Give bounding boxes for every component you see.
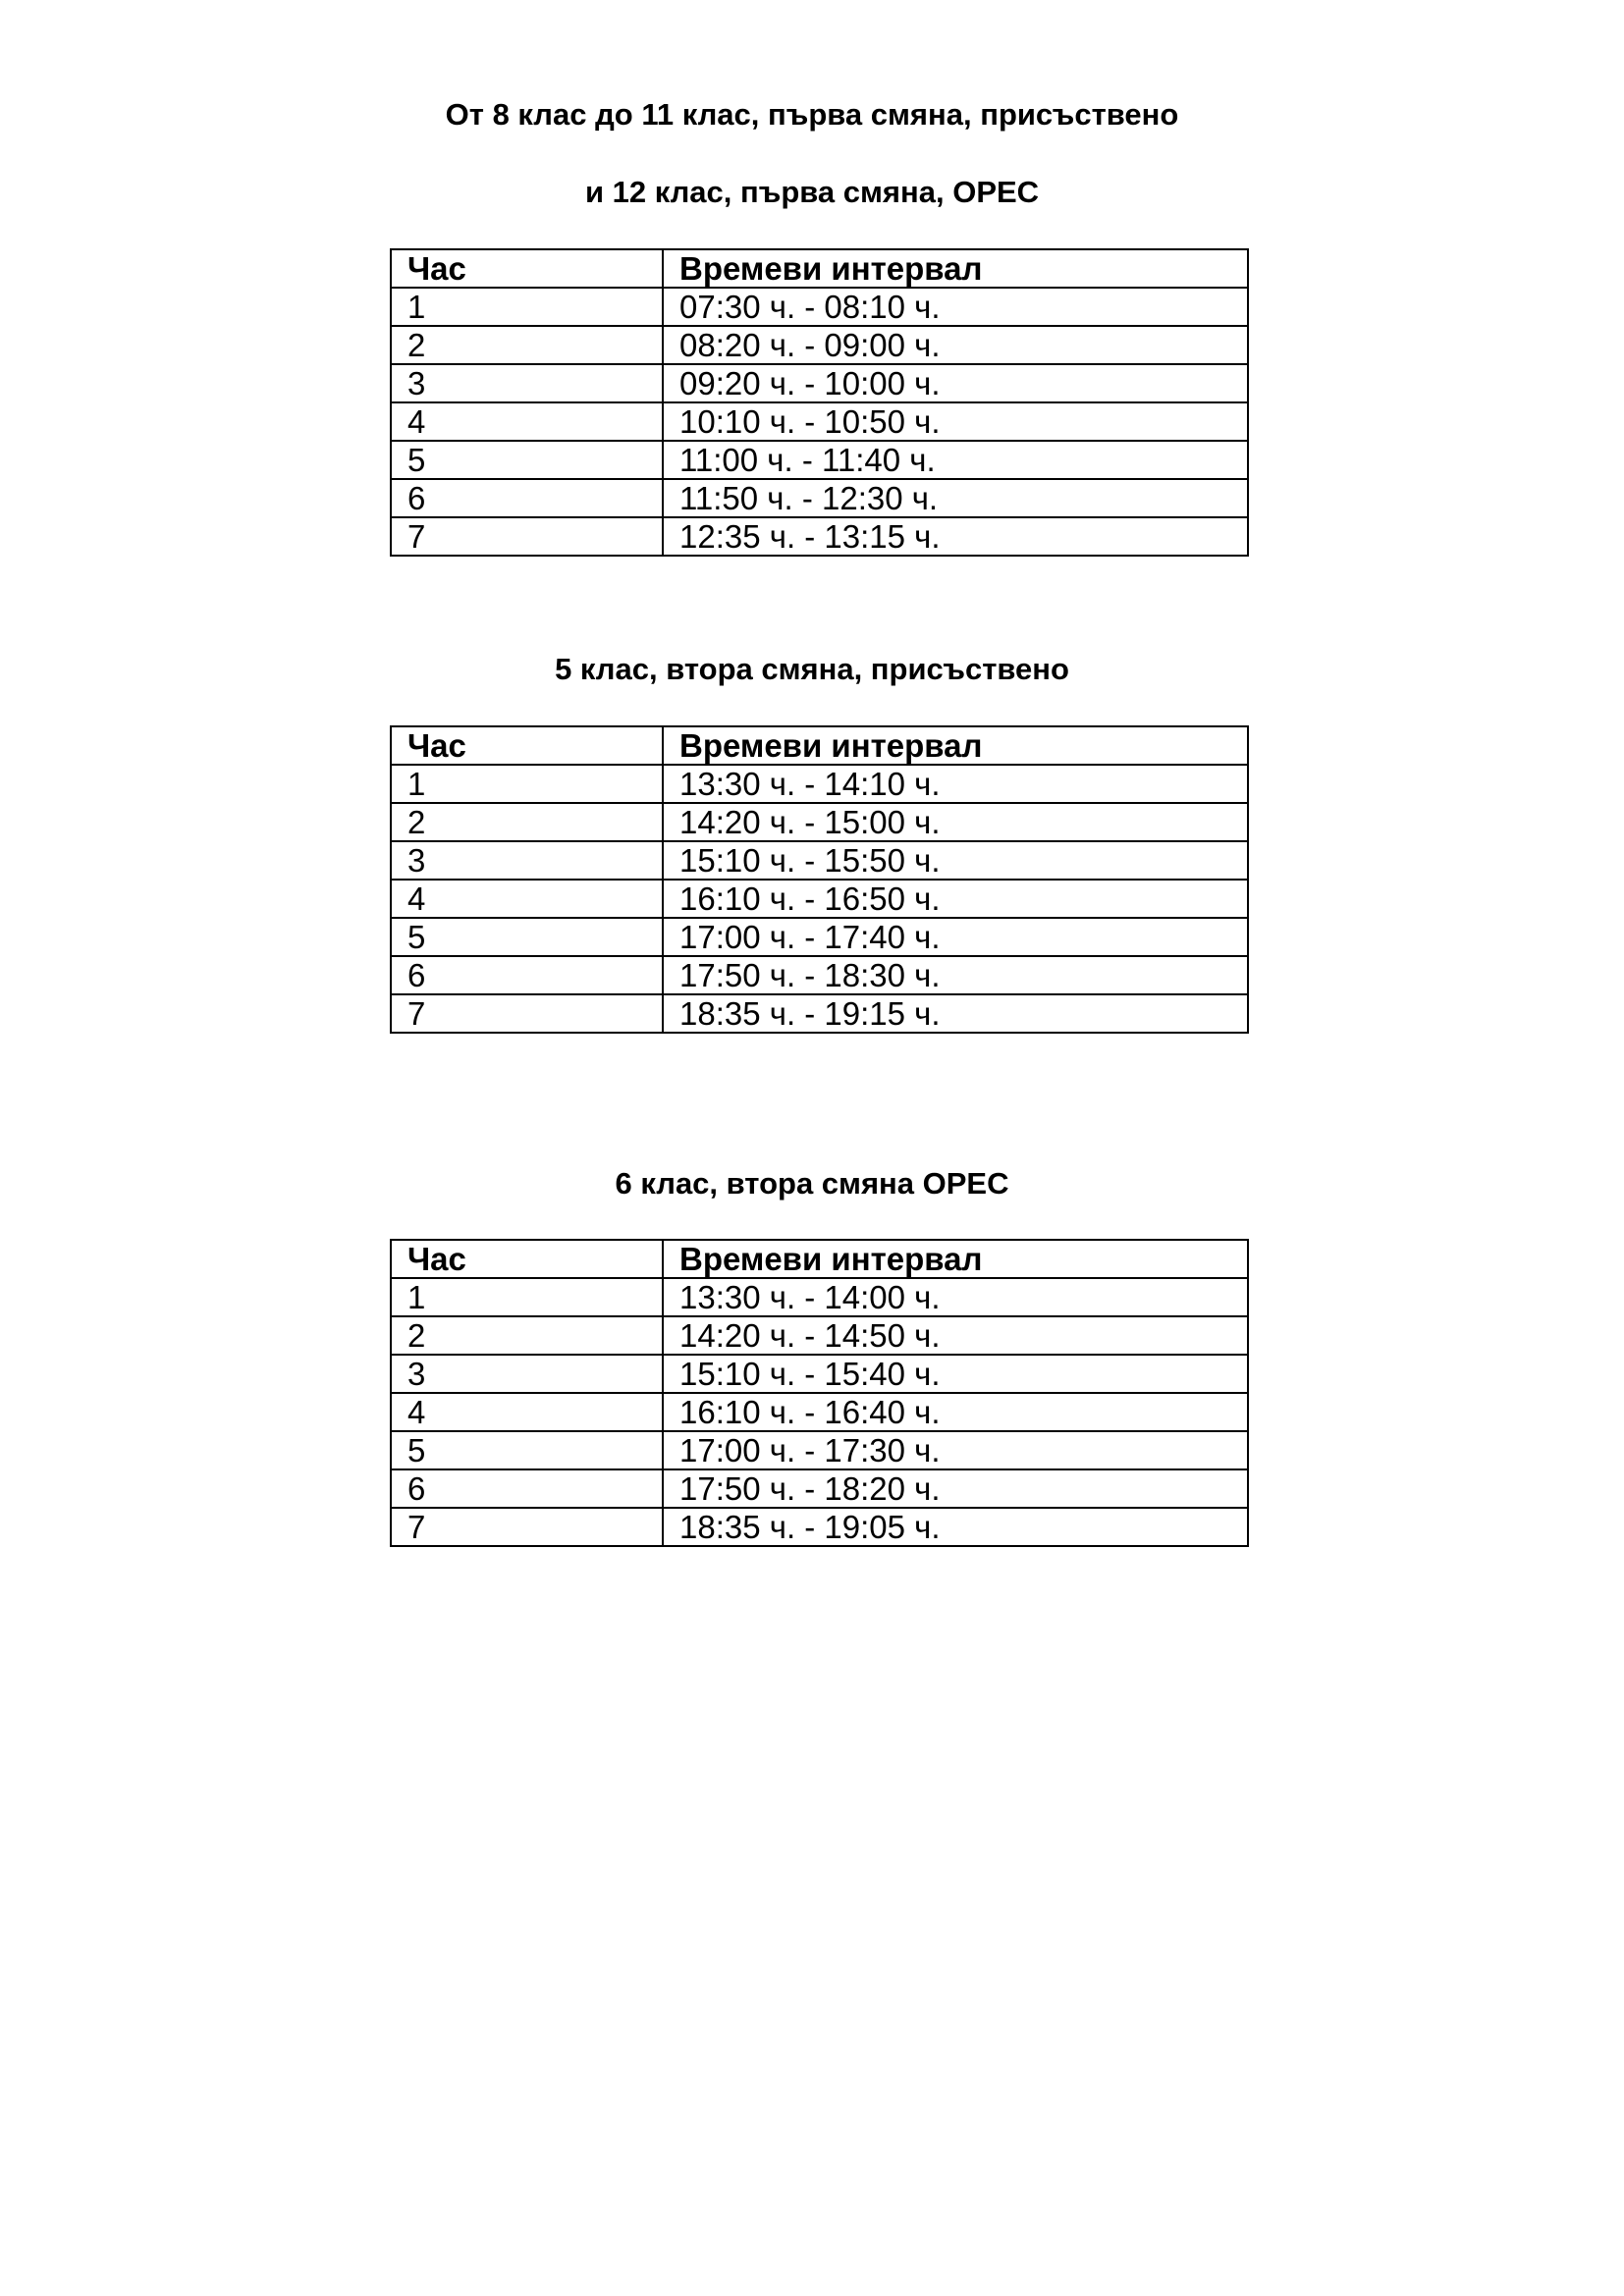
- hour-cell: 1: [391, 288, 663, 326]
- hour-cell: 7: [391, 1508, 663, 1546]
- table-row: [391, 1508, 1248, 1546]
- column-header-time-interval: Времеви интервал: [663, 249, 1248, 288]
- hour-cell: 6: [391, 1469, 663, 1508]
- time-interval-cell: 13:30 ч. - 14:10 ч.: [663, 765, 1248, 803]
- time-interval-cell: 13:30 ч. - 14:00 ч.: [663, 1278, 1248, 1316]
- section-3-heading: 6 клас, втора смяна ОРЕС: [615, 1166, 1009, 1201]
- table-row: [391, 994, 1248, 1033]
- hour-cell: 1: [391, 1278, 663, 1316]
- hour-cell: 2: [391, 326, 663, 364]
- time-interval-cell: 16:10 ч. - 16:40 ч.: [663, 1393, 1248, 1431]
- table-row: [391, 956, 1248, 994]
- table-row: [391, 918, 1248, 956]
- time-interval-cell: 18:35 ч. - 19:05 ч.: [663, 1508, 1248, 1546]
- column-header-time-interval: Времеви интервал: [663, 1240, 1248, 1278]
- section-1-heading-line-1: От 8 клас до 11 клас, първа смяна, присъствено: [445, 97, 1179, 132]
- table-row: [391, 803, 1248, 841]
- time-interval-cell: 14:20 ч. - 14:50 ч.: [663, 1316, 1248, 1355]
- hour-cell: 7: [391, 517, 663, 556]
- table-row: [391, 841, 1248, 880]
- table-row: [391, 880, 1248, 918]
- hour-cell: 5: [391, 441, 663, 479]
- table-row: [391, 517, 1248, 556]
- time-interval-cell: 15:10 ч. - 15:40 ч.: [663, 1355, 1248, 1393]
- hour-cell: 4: [391, 880, 663, 918]
- time-interval-cell: 17:00 ч. - 17:40 ч.: [663, 918, 1248, 956]
- time-interval-cell: 12:35 ч. - 13:15 ч.: [663, 517, 1248, 556]
- table-row: [391, 326, 1248, 364]
- column-header-hour: Час: [391, 1240, 663, 1278]
- time-interval-cell: 09:20 ч. - 10:00 ч.: [663, 364, 1248, 402]
- time-interval-cell: 18:35 ч. - 19:15 ч.: [663, 994, 1248, 1033]
- table-row: [391, 288, 1248, 326]
- hour-cell: 2: [391, 803, 663, 841]
- table-row: [391, 479, 1248, 517]
- table-row: [391, 402, 1248, 441]
- table-row: [391, 1355, 1248, 1393]
- table-row: [391, 441, 1248, 479]
- hour-cell: 3: [391, 841, 663, 880]
- time-interval-cell: 14:20 ч. - 15:00 ч.: [663, 803, 1248, 841]
- table-row: [391, 1393, 1248, 1431]
- table-header-row: [391, 249, 1248, 288]
- time-interval-cell: 17:00 ч. - 17:30 ч.: [663, 1431, 1248, 1469]
- hour-cell: 3: [391, 364, 663, 402]
- time-interval-cell: 07:30 ч. - 08:10 ч.: [663, 288, 1248, 326]
- hour-cell: 4: [391, 1393, 663, 1431]
- hour-cell: 6: [391, 956, 663, 994]
- table-row: [391, 1431, 1248, 1469]
- section-1-heading-line-2: и 12 клас, първа смяна, ОРЕС: [584, 175, 1040, 209]
- hour-cell: 2: [391, 1316, 663, 1355]
- time-interval-cell: 11:50 ч. - 12:30 ч.: [663, 479, 1248, 517]
- table-row: [391, 1278, 1248, 1316]
- schedule-table-3: [390, 1239, 1249, 1547]
- table-row: [391, 1316, 1248, 1355]
- time-interval-cell: 11:00 ч. - 11:40 ч.: [663, 441, 1248, 479]
- column-header-hour: Час: [391, 726, 663, 765]
- hour-cell: 5: [391, 918, 663, 956]
- hour-cell: 5: [391, 1431, 663, 1469]
- time-interval-cell: 15:10 ч. - 15:50 ч.: [663, 841, 1248, 880]
- section-2-heading: 5 клас, втора смяна, присъствено: [555, 652, 1069, 686]
- hour-cell: 7: [391, 994, 663, 1033]
- hour-cell: 1: [391, 765, 663, 803]
- table-row: [391, 364, 1248, 402]
- schedule-table-1: [390, 248, 1249, 557]
- time-interval-cell: 17:50 ч. - 18:20 ч.: [663, 1469, 1248, 1508]
- schedule-table-2: [390, 725, 1249, 1034]
- hour-cell: 3: [391, 1355, 663, 1393]
- table-header-row: [391, 1240, 1248, 1278]
- time-interval-cell: 16:10 ч. - 16:50 ч.: [663, 880, 1248, 918]
- time-interval-cell: 10:10 ч. - 10:50 ч.: [663, 402, 1248, 441]
- hour-cell: 4: [391, 402, 663, 441]
- table-row: [391, 1469, 1248, 1508]
- column-header-hour: Час: [391, 249, 663, 288]
- time-interval-cell: 08:20 ч. - 09:00 ч.: [663, 326, 1248, 364]
- table-header-row: [391, 726, 1248, 765]
- time-interval-cell: 17:50 ч. - 18:30 ч.: [663, 956, 1248, 994]
- table-row: [391, 765, 1248, 803]
- column-header-time-interval: Времеви интервал: [663, 726, 1248, 765]
- hour-cell: 6: [391, 479, 663, 517]
